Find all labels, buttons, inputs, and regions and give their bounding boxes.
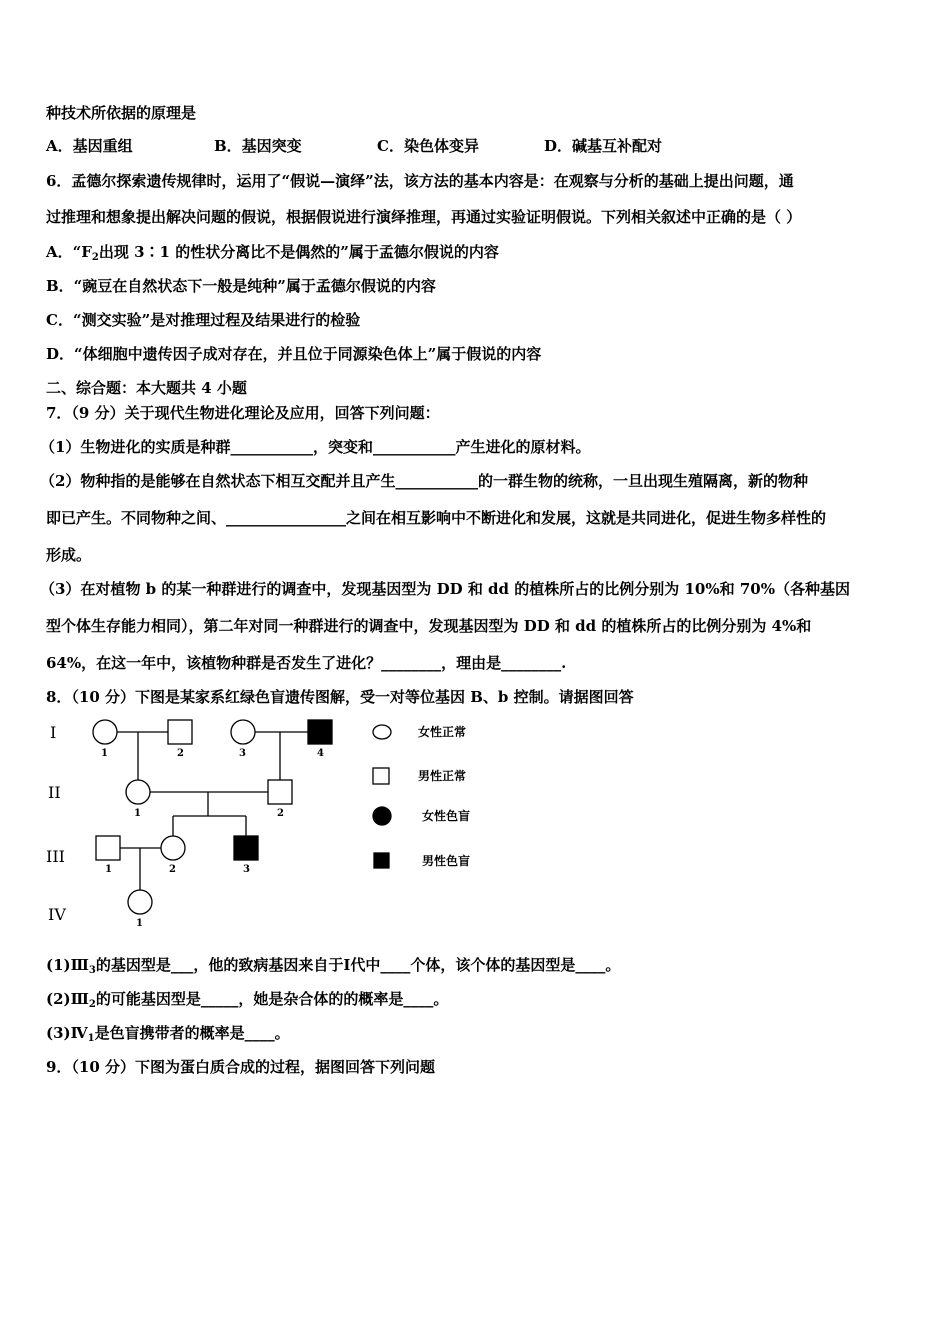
line-principle: 种技术所依据的原理是	[46, 104, 197, 122]
generation-label-II: II	[48, 783, 61, 802]
q7-part-3-line-3: 64%，在这一年中，该植物种群是否发生了进化？________，理由是________.	[46, 654, 567, 672]
q5-options	[46, 136, 662, 156]
q8-part-3-pre: (3)Ⅳ	[46, 1024, 88, 1042]
q6-option-b: B．“豌豆在自然状态下一般是纯种”属于孟德尔假说的内容	[46, 277, 436, 295]
q6-option-c: C．“测交实验”是对推理过程及结果进行的检验	[46, 311, 361, 329]
q8-part-2	[46, 989, 448, 1015]
person-I4-colorblind-male	[308, 720, 332, 744]
person-I3-normal-female	[231, 720, 255, 744]
q8-part-1	[46, 955, 620, 981]
person-II1-normal-female	[126, 780, 150, 804]
individual-number-II1: 1	[134, 808, 141, 819]
q8-part-2-post: 的可能基因型是_____，她是杂合体的的概率是____。	[95, 990, 449, 1008]
q8-heading: 8．（10 分）下图是某家系红绿色盲遗传图解，受一对等位基因 B、b 控制。请据图回答	[46, 688, 634, 706]
q5-option-c: C．染色体变异	[377, 137, 479, 155]
q5-option-b: B．基因突变	[214, 137, 302, 155]
legend-normal-male-icon	[373, 768, 389, 784]
individual-number-I1: 1	[101, 748, 108, 759]
individual-number-III1: 1	[105, 864, 112, 875]
person-IV1-normal-female	[128, 890, 152, 914]
pedigree-diagram	[40, 712, 500, 932]
individual-number-III2: 2	[169, 864, 176, 875]
legend-label-normal-female: 女性正常	[418, 725, 467, 739]
q5-option-a: A．基因重组	[46, 137, 133, 155]
q8-part-1-post: 的基因型是___，他的致病基因来自于Ⅰ代中____个体，该个体的基因型是____。	[95, 956, 621, 974]
person-III3-colorblind-male	[234, 836, 258, 860]
legend-label-colorblind-female: 女性色盲	[422, 809, 471, 823]
q6-stem-1: 6．孟德尔探索遗传规律时，运用了“假说—演绎”法，该方法的基本内容是：在观察与分析的基础上提出问题，通	[46, 172, 794, 190]
q7-part-2-line-1: （2）物种指的是能够在自然状态下相互交配并且产生___________的一群生物的统称，一旦出现生殖隔离，新的物种	[40, 472, 808, 490]
q6-option-a-pre: A．“F	[46, 243, 92, 261]
q8-part-3-sub: 1	[87, 1033, 95, 1044]
legend-label-colorblind-male: 男性色盲	[422, 854, 471, 868]
q8-part-3-post: 是色盲携带者的概率是____。	[94, 1024, 290, 1042]
q8-part-1-sub: 3	[88, 965, 96, 976]
q5-option-d: D．碱基互补配对	[544, 137, 663, 155]
q6-option-a-sub: 2	[91, 252, 99, 263]
q6-option-d: D．“体细胞中遗传因子成对存在，并且位于同源染色体上”属于假说的内容	[46, 345, 542, 363]
q7-heading: 7．（9 分）关于现代生物进化理论及应用，回答下列问题：	[46, 404, 440, 422]
section-heading: 二、综合题：本大题共 4 小题	[46, 379, 247, 397]
q9-heading: 9．（10 分）下图为蛋白质合成的过程，据图回答下列问题	[46, 1058, 436, 1076]
q7-part-3-line-2: 型个体生存能力相同），第二年对同一种群进行的调查中，发现基因型为 DD 和 dd 的植株所占的比例分别为 4%和	[46, 617, 812, 635]
q8-part-2-sub: 2	[88, 999, 96, 1010]
person-III1-normal-male	[96, 836, 120, 860]
q8-part-3	[46, 1023, 290, 1049]
person-II2-normal-male	[268, 780, 292, 804]
individual-number-I3: 3	[239, 748, 246, 759]
q7-part-1: （1）生物进化的实质是种群___________，突变和___________产生进化的原材料。	[40, 438, 591, 456]
q6-option-a	[46, 242, 499, 268]
generation-label-I: I	[50, 723, 57, 742]
generation-label-IV: IV	[48, 905, 66, 924]
q7-part-2-line-3: 形成。	[46, 546, 92, 564]
q8-part-2-pre: (2)Ⅲ	[46, 990, 89, 1008]
individual-number-I4: 4	[317, 748, 324, 759]
q8-part-1-pre: (1)Ⅲ	[46, 956, 89, 974]
legend-colorblind-male-icon	[374, 853, 389, 868]
individual-number-IV1: 1	[136, 918, 143, 929]
person-I2-normal-male	[168, 720, 192, 744]
person-III2-normal-female	[161, 836, 185, 860]
person-I1-normal-female	[93, 720, 117, 744]
q7-part-2-line-2: 即已产生。不同物种之间、________________之间在相互影响中不断进化和发展，这就是共同进化，促进生物多样性的	[46, 509, 827, 527]
individual-number-I2: 2	[177, 748, 184, 759]
q7-part-3-line-1: （3）在对植物 b 的某一种群进行的调查中，发现基因型为 DD 和 dd 的植株所占的比例分别为 10%和 70%（各种基因	[40, 580, 850, 598]
q6-option-a-post: 出现 3∶1 的性状分离比不是偶然的”属于孟德尔假说的内容	[98, 243, 499, 261]
legend-colorblind-female-icon	[373, 807, 391, 825]
generation-label-III: III	[46, 847, 65, 866]
legend-label-normal-male: 男性正常	[418, 769, 467, 783]
legend-normal-female-icon	[373, 725, 391, 739]
individual-number-II2: 2	[277, 808, 284, 819]
q6-stem-2: 过推理和想象提出解决问题的假说，根据假说进行演绎推理，再通过实验证明假说。下列相关叙述中正确的是（ ）	[46, 208, 802, 226]
individual-number-III3: 3	[243, 864, 250, 875]
